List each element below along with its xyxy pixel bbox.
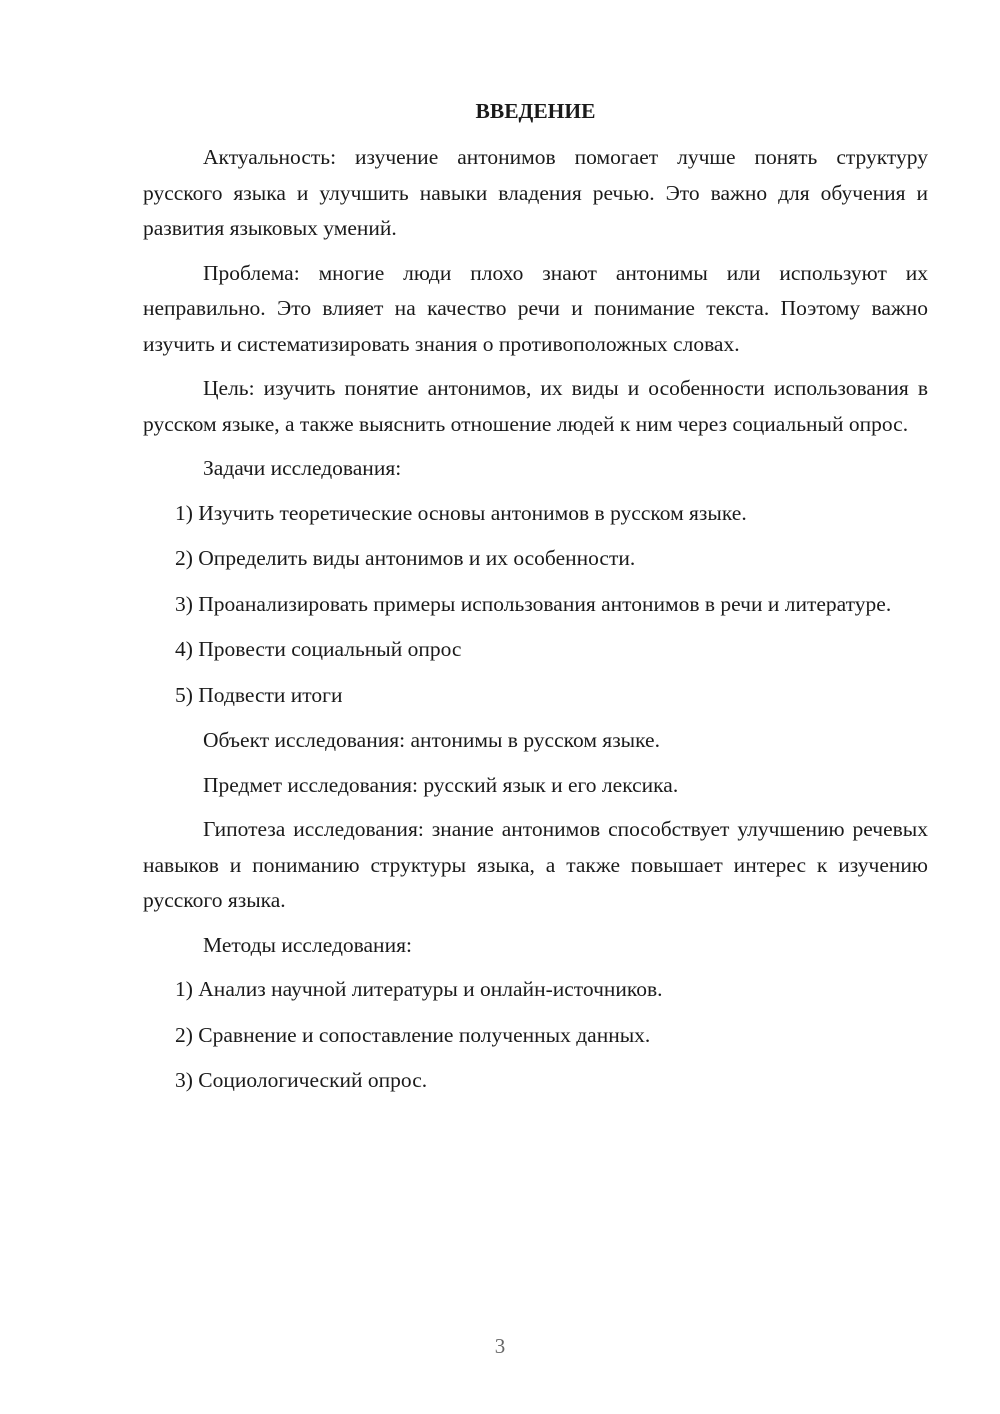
actuality-paragraph: Актуальность: изучение антонимов помогает лучше понять структуру русского языка и улучшить навыки владения речью. Это важно для обучения и развития языковых умений. <box>143 145 928 240</box>
method-item: 3) Социологический опрос. <box>175 1068 428 1092</box>
goal-paragraph: Цель: изучить понятие антонимов, их виды и особенности использования в русском языке, а также выяснить отношение людей к ним через социальный опрос. <box>143 376 928 436</box>
problem-paragraph: Проблема: многие люди плохо знают антонимы или используют их неправильно. Это влияет на качество речи и понимание текста. Поэтому важно изучить и систематизировать знания о противоположных словах. <box>143 260 928 356</box>
section-title: ВВЕДЕНИЕ <box>475 99 596 123</box>
hypothesis-paragraph: Гипотеза исследования: знание антонимов способствует улучшению речевых навыков и пониманию структуры языка, а также повышает интерес к изучению русского языка. <box>143 817 928 912</box>
task-item: 2) Определить виды антонимов и их особенности. <box>175 546 636 570</box>
object-paragraph: Объект исследования: антонимы в русском языке. <box>203 728 660 752</box>
task-item: 1) Изучить теоретические основы антонимов в русском языке. <box>175 500 747 525</box>
page-content <box>143 96 928 1109</box>
task-item: 5) Подвести итоги <box>175 682 343 707</box>
task-item: 4) Провести социальный опрос <box>175 637 462 661</box>
page-number: 3 <box>494 1334 506 1358</box>
methods-heading: Методы исследования: <box>203 932 412 957</box>
tasks-heading: Задачи исследования: <box>203 456 402 480</box>
subject-paragraph: Предмет исследования: русский язык и его лексика. <box>203 772 679 797</box>
task-item: 3) Проанализировать примеры использования антонимов в речи и литературе. <box>175 591 892 616</box>
method-item: 2) Сравнение и сопоставление полученных данных. <box>175 1022 651 1047</box>
method-item: 1) Анализ научной литературы и онлайн-источников. <box>175 977 663 1001</box>
